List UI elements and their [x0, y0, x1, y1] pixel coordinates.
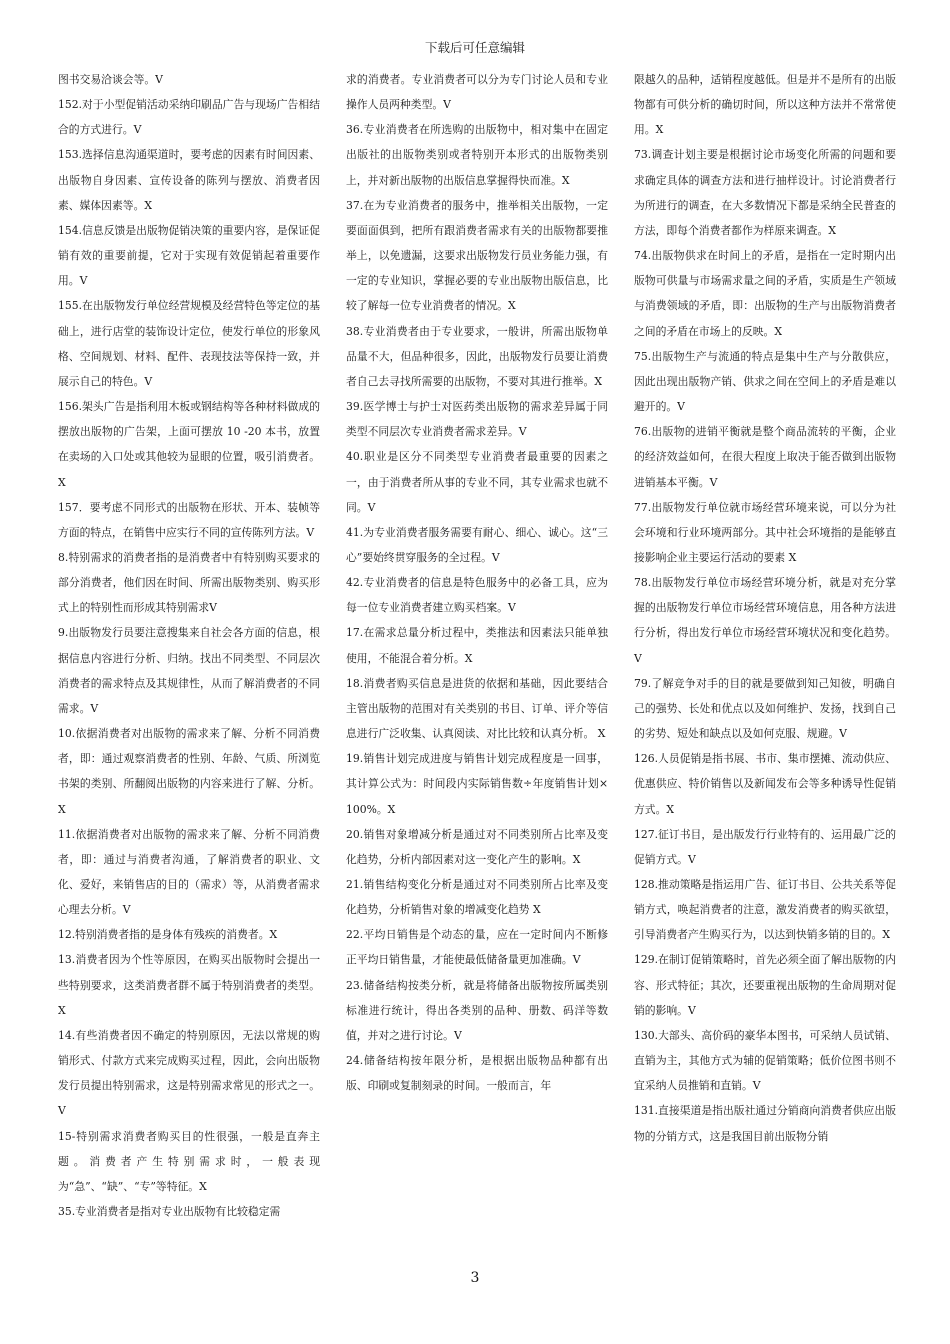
page-header: 下载后可任意编辑 [424, 40, 525, 55]
paragraph: 10.依据消费者对出版物的需求来了解、分析不同消费者，即：通过观察消费者的性别、年龄、气质、所浏览书架的类别、所翻阅出版物的内容来进行了解、分析。X [58, 727, 320, 816]
paragraph: 75.出版物生产与流通的特点是集中生产与分散供应，因此出现出版物产销、供求之间在空间上的矛盾是难以避开的。V [634, 349, 896, 414]
paragraph: 9.出版物发行员要注意搜集来自社会各方面的信息，根据信息内容进行分析、归纳。找出不同类型、不同层次消费者的需求特点及其规律性，从而了解消费者的不同需求。V [58, 626, 320, 715]
paragraph: 35.专业消费者是指对专业出版物有比较稳定需 [58, 1205, 281, 1219]
paragraph: 131.直接渠道是指出版社通过分销商向消费者供应出版物的分销方式，这是我国目前出版物分销 [634, 1104, 896, 1143]
paragraph: 128.推动策略是指运用广告、征订书目、公共关系等促销方式，唤起消费者的注意，激发消费者的购买欲望，引导消费者产生购买行为，以达到快销多销的目的。X [634, 878, 896, 942]
text-columns [58, 67, 896, 1262]
paragraph: 39.医学博士与护士对医药类出版物的需求差异属于同类型不同层次专业消费者需求差异。V [346, 400, 608, 439]
paragraph: 15-特别需求消费者购买目的性很强，一般是直奔主题。消费者产生特别需求时，一般表现为“急”、“缺”、“专”等特征。X [58, 1129, 320, 1193]
paragraph: 152.对于小型促销活动采纳印刷品广告与现场广告相结合的方式进行。V [58, 98, 320, 137]
paragraph: 12.特别消费者指的是身体有残疾的消费者。X [58, 928, 278, 942]
paragraph: 42.专业消费者的信息是特色服务中的必备工具，应为每一位专业消费者建立购买档案。V [346, 576, 608, 615]
paragraph: 8.特别需求的消费者指的是消费者中有特别购买要求的部分消费者，他们因在时间、所需出版物类别、购买形式上的特别性而形成其特别需求V [58, 550, 320, 615]
paragraph: 157．要考虑不同形式的出版物在形状、开本、装帧等方面的特点，在销售中应实行不同的宣传陈列方法。V [58, 500, 320, 539]
paragraph: 129.在制订促销策略时，首先必须全面了解出版物的内容、形式特征；其次，还要重视出版物的生命周期对促销的影响。V [634, 953, 896, 1017]
paragraph: 11.依据消费者对出版物的需求来了解、分析不同消费者，即：通过与消费者沟通，了解消费者的职业、文化、爱好，来销售店的目的（需求）等，从消费者需求心理去分析。V [58, 827, 320, 917]
paragraph: 73.调查计划主要是根据讨论市场变化所需的问题和要求确定具体的调查方法和进行抽样设计。讨论消费者行为所进行的调查，在大多数情况下都是采纳全民普查的方法，即每个消费者都作为样原来调查。X [634, 148, 896, 237]
paragraph: 13.消费者因为个性等原因，在购买出版物时会提出一些特别要求，这类消费者群不属于特别消费者的类型。X [58, 953, 320, 1017]
paragraph: 41.为专业消费者服务需要有耐心、细心、诚心。这“三心”要始终贯穿服务的全过程。V [346, 525, 608, 564]
paragraph: 77.出版物发行单位就市场经营环境来说，可以分为社会环境和行业环境两部分。其中社会环境指的是能够直接影响企业主要运行活动的要素 X [634, 500, 896, 564]
paragraph: 求的消费者。专业消费者可以分为专门讨论人员和专业操作人员两种类型。V [346, 73, 608, 112]
paragraph: 156.架头广告是指利用木板或钢结构等各种材料做成的摆放出版物的广告架，上面可摆放 10 -20 本书，放置在卖场的入口处或其他较为显眼的位置，吸引消费者。X [58, 400, 320, 489]
paragraph: 154.信息反馈是出版物促销决策的重要内容，是保证促销有效的重要前提，它对于实现有效促销起着重要作用。V [58, 223, 320, 288]
paragraph: 38.专业消费者由于专业要求，一般讲，所需出版物单品量不大，但品种很多，因此，出版物发行员要让消费者自己去寻找所需要的出版物，不要对其进行推举。X [346, 324, 608, 388]
paragraph: 20.销售对象增减分析是通过对不同类别所占比率及变化趋势，分析内部因素对这一变化产生的影响。X [346, 827, 608, 866]
paragraph: 17.在需求总量分析过程中，类推法和因素法只能单独使用，不能混合着分析。X [346, 626, 608, 665]
column-right [634, 67, 896, 1262]
paragraph: 127.征订书目，是出版发行行业特有的、运用最广泛的促销方式。V [634, 827, 896, 866]
paragraph: 22.平均日销售是个动态的量，应在一定时间内不断修正平均日销售量，才能使最低储备量更加准确。V [346, 928, 608, 967]
paragraph: 74.出版物供求在时间上的矛盾，是指在一定时期内出版物可供量与市场需求量之间的矛盾，实质是生产领域与消费领域的矛盾，即：出版物的生产与出版物消费者之间的矛盾在市场上的反映。X [634, 249, 896, 338]
column-middle [346, 67, 608, 1262]
paragraph: 图书交易洽谈会等。V [58, 73, 163, 86]
paragraph: 21.销售结构变化分析是通过对不同类别所占比率及变化趋势，分析销售对象的增减变化趋势 X [346, 878, 608, 917]
paragraph: 79.了解竞争对手的目的就是要做到知己知彼，明确自己的强势、长处和优点以及如何维护、发扬，找到自己的劣势、短处和缺点以及如何克服、规避。V [634, 676, 896, 741]
paragraph: 19.销售计划完成进度与销售计划完成程度是一回事，其计算公式为：时间段内实际销售数÷年度销售计划×100%。X [346, 752, 608, 816]
paragraph: 155.在出版物发行单位经营规模及经营特色等定位的基础上，进行店堂的装饰设计定位，使发行单位的形象风格、空间规划、材料、配件、表现技法等保持一致，并展示自己的特色。V [58, 299, 320, 388]
paragraph: 限越久的品种，适销程度越低。但是并不是所有的出版物都有可供分析的确切时间，所以这种方法并不常常使用。X [634, 73, 896, 137]
paragraph: 37.在为专业消费者的服务中，推举相关出版物，一定要面面俱到，把所有跟消费者需求有关的出版物都要推举上，以免遗漏，这要求出版物发行员业务能力强，有一定的专业知识，掌握必要的专业出版物出版信息，比较了解每一位专业消费者的情况。X [346, 198, 608, 313]
paragraph: 24.储备结构按年限分析，是根据出版物品种都有出版、印刷或复制刻录的时间。一般而言，年 [346, 1054, 608, 1093]
paragraph: 14.有些消费者因不确定的特别原因，无法以常规的购销形式、付款方式来完成购买过程，因此，会向出版物发行员提出特别需求，这是特别需求常见的形式之一。V [58, 1028, 320, 1118]
paragraph: 126.人员促销是指书展、书市、集市摆摊、流动供应、优惠供应、特价销售以及新闻发布会等多种诱导性促销方式。X [634, 752, 896, 816]
paragraph: 130.大部头、高价码的豪华本图书，可采纳人员试销、直销为主，其他方式为辅的促销策略；低价位图书则不宜采纳人员推销和直销。V [634, 1028, 896, 1093]
column-left [58, 67, 320, 1262]
paragraph: 153.选择信息沟通渠道时，要考虑的因素有时间因素、出版物自身因素、宣传设备的陈列与摆放、消费者因素、媒体因素等。X [58, 148, 320, 212]
paragraph: 36.专业消费者在所选购的出版物中，相对集中在固定出版社的出版物类别或者特别开本形式的出版物类别上，并对新出版物的出版信息掌握得快而准。X [346, 123, 608, 187]
paragraph: 78.出版物发行单位市场经营环境分析，就是对充分掌握的出版物发行单位市场经营环境信息，用各种方法进行分析，得出发行单位市场经营环境状况和变化趋势。V [634, 576, 896, 665]
paragraph: 23.储备结构按类分析，就是将储备出版物按所属类别标准进行统计，得出各类别的品种、册数、码洋等数值，并对之进行讨论。V [346, 978, 608, 1042]
paragraph: 40.职业是区分不同类型专业消费者最重要的因素之一，由于消费者所从事的专业不同，其专业需求也就不同。V [346, 450, 608, 514]
paragraph: 18.消费者购买信息是进货的依据和基础，因此要结合主管出版物的范围对有关类别的书目、订单、评介等信息进行广泛收集、认真阅读、对比比较和认真分析。 X [346, 676, 608, 741]
page-number: 3 [470, 1270, 480, 1286]
paragraph: 76.出版物的进销平衡就是整个商品流转的平衡，企业的经济效益如何，在很大程度上取决于能否做到出版物进销基本平衡。V [634, 425, 896, 489]
